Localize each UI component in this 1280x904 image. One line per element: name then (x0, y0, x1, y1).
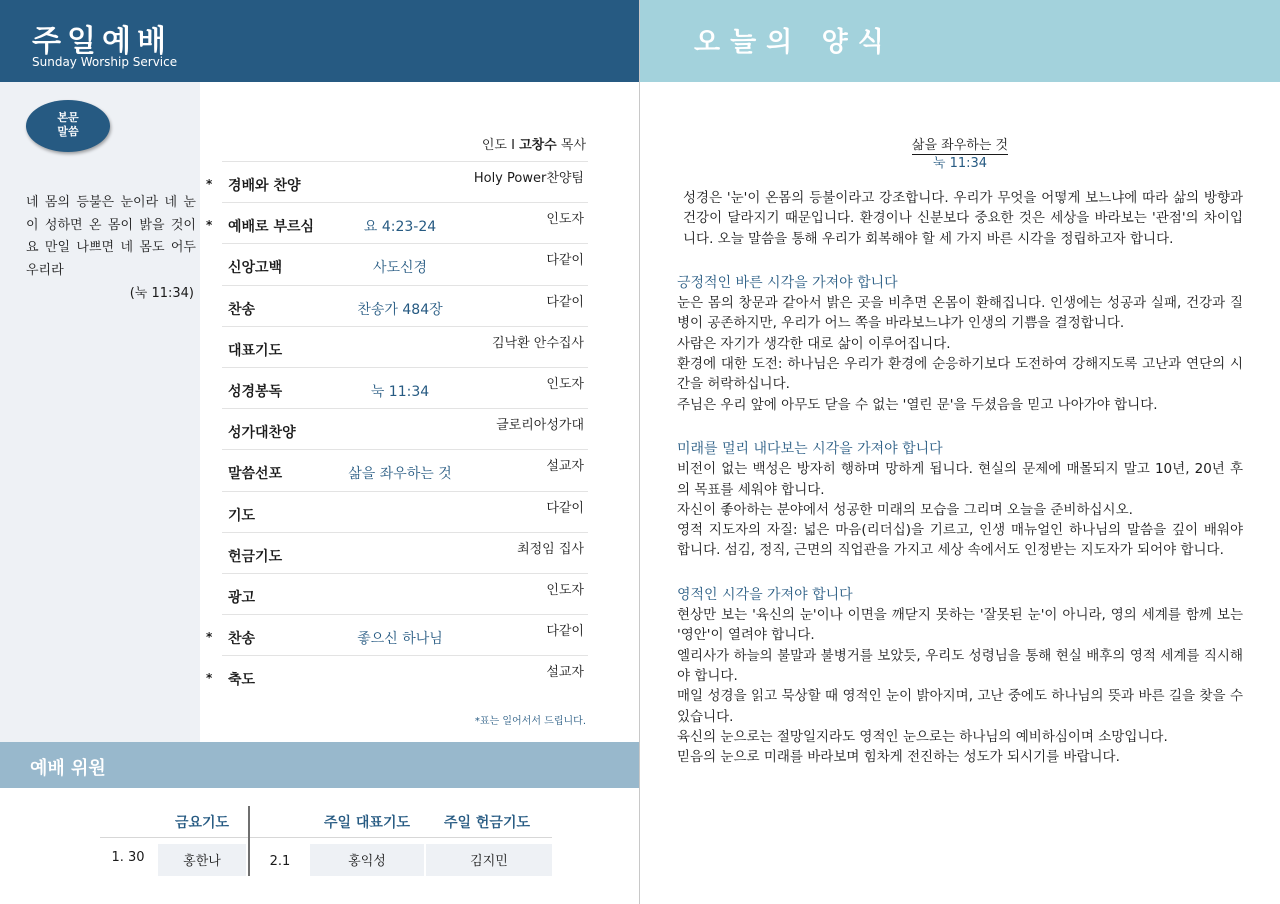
sermon-line: 자신이 좋아하는 분야에서 성공한 미래의 모습을 그리며 오늘을 준비하십시오. (677, 501, 1133, 518)
order-row (206, 655, 588, 696)
sermon-reference: 눅 11:34 (932, 156, 988, 171)
sermon-line: 영적 지도자의 자질: 넓은 마음(리더십)을 기르고, 인생 매뉴얼인 하나님의 말씀을 깊이 배워야 합니다. 섬김, 정직, 근면의 직업관을 가지고 세상 속에서도 인정받는 지도자가 되어야 합니다. (677, 522, 1243, 559)
order-item-detail: 요 4:23-24 (363, 219, 437, 236)
star-marker: * (206, 177, 213, 191)
sermon-body (677, 188, 1243, 791)
order-item-detail: 눅 11:34 (370, 384, 430, 400)
sermon-line: 환경에 대한 도전: 하나님은 우리가 환경에 순응하기보다 도전하여 강해지도록 고난과 연단의 시간을 허락하십니다. (677, 356, 1243, 393)
star-marker: * (206, 218, 213, 233)
sermon-section (677, 585, 1243, 768)
order-row (206, 614, 588, 655)
order-item-detail: 좋으신 하나님 (357, 631, 443, 648)
friday-date: 1. 30 (111, 850, 145, 865)
header-friday-prayer: 금요기도 (174, 815, 230, 831)
order-item-label: 찬송 (228, 301, 256, 318)
right-header (640, 0, 1280, 82)
sunday-date: 2.1 (269, 854, 291, 869)
leader-name: 고창수 (519, 138, 557, 153)
sermon-line: 사람은 자기가 생각한 대로 삶이 이루어집니다. (677, 335, 951, 352)
sermon-intro: 성경은 '눈'이 온몸의 등불이라고 강조합니다. 우리가 무엇을 어떻게 보느냐에 따라 삶의 방향과 건강이 달라지기 때문입니다. 환경이나 신분보다 중요한 것은 세상을 바라보는 '관점'의 차이입니다. 오늘 말씀을 통해 우리가 회복해야 할 세 가지 바른 시각을 정립하고자 합니다. (683, 190, 1243, 247)
section-title: 예배 위원 (30, 758, 106, 779)
order-item-leader: 다같이 (546, 500, 584, 516)
right-page-title: 오늘의 양식 (694, 27, 894, 58)
worship-leader (430, 134, 586, 153)
order-row (206, 202, 588, 243)
sermon-section-heading: 미래를 멀리 내다보는 시각을 가져야 합니다 (677, 440, 943, 457)
friday-name: 홍한나 (158, 844, 246, 876)
order-item-label: 축도 (228, 672, 256, 689)
order-item-label: 기도 (228, 507, 256, 524)
left-header (0, 0, 640, 82)
order-item-detail: 찬송가 484장 (357, 301, 443, 318)
sermon-line: 주님은 우리 앞에 아무도 닫을 수 없는 '열린 문'을 두셨음을 믿고 나아가야 합니다. (677, 396, 1158, 413)
order-item-leader: 다같이 (546, 624, 584, 640)
star-marker: * (206, 671, 213, 686)
badge-line: 말씀 (57, 125, 79, 138)
order-item-label: 신앙고백 (228, 260, 283, 277)
header-sunday-offering-prayer: 주일 헌금기도 (443, 815, 531, 831)
order-row (222, 408, 588, 449)
order-item-leader: 설교자 (546, 459, 584, 475)
order-item-leader: 다같이 (546, 294, 584, 310)
order-item-leader: 최정임 집사 (517, 541, 584, 557)
sermon-line: 엘리사가 하늘의 불말과 불병거를 보았듯, 우리도 성령님을 통해 현실 배후의 영적 세계를 직시해야 합니다. (677, 647, 1243, 684)
order-item-leader: 다같이 (546, 253, 584, 269)
order-row (222, 285, 588, 326)
order-item-detail: 삶을 좌우하는 것 (348, 466, 452, 483)
sermon-section-heading: 긍정적인 바른 시각을 가져야 합니다 (677, 274, 898, 291)
order-item-detail: 사도신경 (372, 260, 428, 277)
order-item-leader: 인도자 (546, 583, 584, 598)
order-item-leader: 설교자 (546, 665, 584, 681)
sunday-offering-name: 김지민 (426, 844, 552, 876)
order-row (222, 491, 588, 532)
sermon-line: 눈은 몸의 창문과 같아서 밝은 곳을 비추면 온몸이 환해집니다. 인생에는 성공과 실패, 건강과 질병이 공존하지만, 우리가 어느 쪽을 바라보느냐가 인생의 기쁨을 결정합니다. (677, 295, 1243, 332)
verse-sidebar (0, 82, 200, 742)
order-item-leader: 인도자 (546, 377, 584, 392)
sermon-line: 매일 성경을 읽고 묵상할 때 영적인 눈이 밝아지며, 고난 중에도 하나님의 뜻과 바른 길을 찾을 수 있습니다. (677, 688, 1243, 725)
order-row (222, 367, 588, 408)
service-members-table (100, 802, 552, 876)
sermon-sections (677, 273, 1243, 768)
order-item-leader: 글로리아성가대 (496, 418, 584, 434)
order-item-label: 헌금기도 (228, 548, 283, 565)
order-item-label: 성경봉독 (228, 384, 283, 400)
table-divider (100, 837, 552, 838)
leader-title: 목사 (556, 138, 586, 153)
order-item-label: 경배와 찬양 (228, 178, 301, 194)
scripture-reference: (눅 11:34) (129, 286, 194, 301)
sunday-rep-name: 홍익성 (310, 844, 424, 876)
order-row (206, 161, 588, 202)
star-marker: * (206, 630, 213, 645)
page-title: 주일예배 (32, 24, 172, 59)
scripture-badge (26, 100, 110, 152)
scripture-verse: 네 몸의 등불은 눈이라 네 눈이 성하면 온 몸이 밝을 것이요 만일 나쁘면 네 몸도 어두우리라 (26, 195, 196, 278)
order-row (222, 449, 588, 490)
sermon-section-heading: 영적인 시각을 가져야 합니다 (677, 586, 853, 603)
sermon-line: 비전이 없는 백성은 방자히 행하며 망하게 됩니다. 현실의 문제에 매몰되지 말고 10년, 20년 후의 목표를 세워야 합니다. (677, 461, 1243, 498)
order-row (222, 573, 588, 614)
table-vertical-divider (248, 806, 250, 876)
order-item-leader: 인도자 (546, 212, 584, 228)
page-divider (639, 0, 640, 904)
sermon-section (677, 273, 1243, 415)
badge-line: 본문 (57, 111, 79, 124)
order-item-label: 말씀선포 (228, 466, 283, 483)
order-item-leader: Holy Power찬양팀 (473, 171, 584, 186)
sermon-title-text: 삶을 좌우하는 것 (912, 134, 1008, 155)
standing-note: *표는 일어서서 드립니다. (474, 716, 586, 727)
page-subtitle: Sunday Worship Service (32, 55, 178, 69)
header-sunday-rep-prayer: 주일 대표기도 (323, 815, 411, 831)
sermon-line: 육신의 눈으로는 절망일지라도 영적인 눈으로는 하나님의 예비하심이며 소망입니다. (677, 728, 1168, 745)
sermon-line: 현상만 보는 '육신의 눈'이나 이면을 깨닫지 못하는 '잘못된 눈'이 아니라, 영의 세계를 함께 보는 '영안'이 열려야 합니다. (677, 607, 1243, 644)
order-item-label: 광고 (228, 590, 256, 606)
sermon-line: 믿음의 눈으로 미래를 바라보며 힘차게 전진하는 성도가 되시기를 바랍니다. (677, 749, 1120, 766)
section-band (0, 742, 640, 788)
order-item-label: 예배로 부르심 (228, 219, 315, 236)
order-item-label: 성가대찬양 (228, 425, 296, 442)
order-row (222, 326, 588, 367)
order-item-leader: 김낙환 안수집사 (491, 335, 584, 351)
leader-role: 인도 I (481, 138, 520, 153)
sermon-section (677, 439, 1243, 561)
order-item-label: 대표기도 (228, 342, 283, 359)
order-row (222, 532, 588, 573)
order-item-label: 찬송 (228, 631, 256, 648)
order-row (222, 243, 588, 284)
